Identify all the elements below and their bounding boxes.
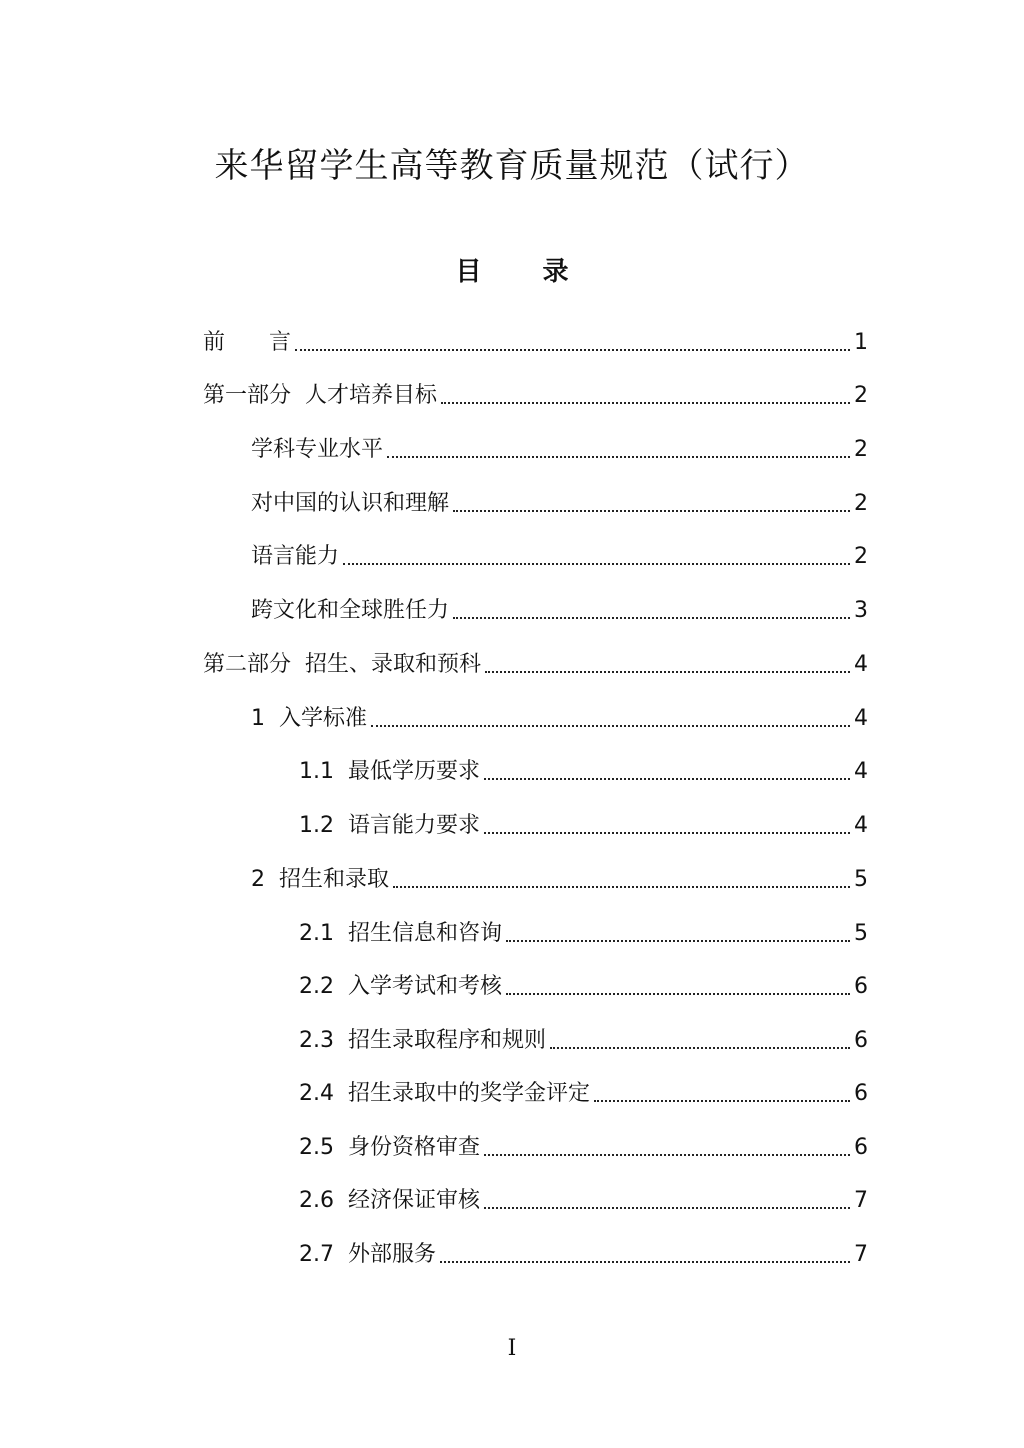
dot-leader [484, 832, 850, 834]
dot-leader [387, 456, 850, 458]
toc-entry-label: 语言能力 [251, 544, 340, 569]
toc-entry-label: 跨文化和全球胜任力 [251, 598, 450, 623]
toc-entry-intercultural[interactable] [251, 586, 868, 626]
toc-entry-label: 2.2 入学考试和考核 [299, 974, 502, 999]
toc-entry-page: 1 [854, 330, 868, 355]
toc-entry-part-one[interactable] [203, 371, 868, 411]
dot-leader [371, 725, 850, 727]
toc-entry-financial-review[interactable] [299, 1176, 868, 1216]
dot-leader [484, 1207, 850, 1209]
toc-entry-page: 4 [854, 652, 868, 677]
toc-entry-language-requirements[interactable] [299, 801, 868, 841]
toc-entry-page: 4 [854, 759, 868, 784]
toc-entry-page: 2 [854, 491, 868, 516]
dot-leader [594, 1100, 850, 1102]
document-title: 来华留学生高等教育质量规范（试行） [214, 146, 810, 186]
toc-entry-label: 对中国的认识和理解 [251, 491, 450, 516]
dot-leader [393, 886, 850, 888]
toc-entry-page: 4 [854, 813, 868, 838]
page-number: I [507, 1336, 517, 1361]
toc-entry-label: 2 招生和录取 [251, 867, 389, 892]
toc-entry-page: 3 [854, 598, 868, 623]
toc-entry-page: 7 [854, 1242, 868, 1267]
dot-leader [484, 1154, 850, 1156]
toc-entry-page: 2 [854, 544, 868, 569]
toc-entry-page: 7 [854, 1188, 868, 1213]
toc-entry-page: 6 [854, 1135, 868, 1160]
dot-leader [295, 349, 850, 351]
toc-entry-label: 1 入学标准 [251, 706, 367, 731]
toc-entry-label: 2.6 经济保证审核 [299, 1188, 480, 1213]
dot-leader [453, 510, 850, 512]
toc-entry-page: 6 [854, 1028, 868, 1053]
toc-entry-page: 2 [854, 437, 868, 462]
toc-entry-label: 2.7 外部服务 [299, 1242, 436, 1267]
toc-entry-label: 1.1 最低学历要求 [299, 759, 480, 784]
dot-leader [550, 1047, 850, 1049]
toc-entry-page: 4 [854, 706, 868, 731]
toc-entry-entrance-exam[interactable] [299, 962, 868, 1002]
dot-leader [506, 940, 850, 942]
toc-entry-scholarship[interactable] [299, 1069, 868, 1109]
toc-entry-external-services[interactable] [299, 1230, 868, 1270]
dot-leader [453, 617, 850, 619]
toc-entry-label: 2.5 身份资格审查 [299, 1135, 480, 1160]
dot-leader [484, 778, 850, 780]
toc-entry-subject-level[interactable] [251, 425, 868, 465]
dot-leader [343, 563, 850, 565]
dot-leader [506, 993, 850, 995]
toc-entry-label: 第一部分 人才培养目标 [203, 383, 437, 408]
toc-entry-page: 5 [854, 921, 868, 946]
dot-leader [441, 402, 850, 404]
toc-entry-label: 第二部分 招生、录取和预科 [203, 652, 481, 677]
toc-entry-admission-standards[interactable] [251, 694, 868, 734]
toc-entry-language-ability[interactable] [251, 532, 868, 572]
toc-entry-identity-review[interactable] [299, 1123, 868, 1163]
toc-entry-label: 1.2 语言能力要求 [299, 813, 480, 838]
dot-leader [485, 671, 850, 673]
toc-entry-page: 6 [854, 974, 868, 999]
toc-entry-label: 2.4 招生录取中的奖学金评定 [299, 1081, 590, 1106]
toc-entry-enrollment[interactable] [251, 855, 868, 895]
toc-entry-procedures[interactable] [299, 1016, 868, 1056]
dot-leader [440, 1261, 850, 1263]
toc-entry-page: 5 [854, 867, 868, 892]
toc-entry-label: 2.3 招生录取程序和规则 [299, 1028, 546, 1053]
toc-entry-label: 学科专业水平 [251, 437, 384, 462]
toc-entry-min-education[interactable] [299, 747, 868, 787]
toc-entry-part-two[interactable] [203, 640, 868, 680]
toc-entry-preface[interactable] [203, 318, 868, 358]
toc-entry-page: 6 [854, 1081, 868, 1106]
toc-entry-label: 2.1 招生信息和咨询 [299, 921, 502, 946]
toc-entry-understanding-china[interactable] [251, 479, 868, 519]
toc-entry-label: 前 言 [203, 330, 292, 355]
toc-heading: 目 录 [455, 257, 569, 287]
toc-entry-page: 2 [854, 383, 868, 408]
toc-entry-enrollment-info[interactable] [299, 909, 868, 949]
